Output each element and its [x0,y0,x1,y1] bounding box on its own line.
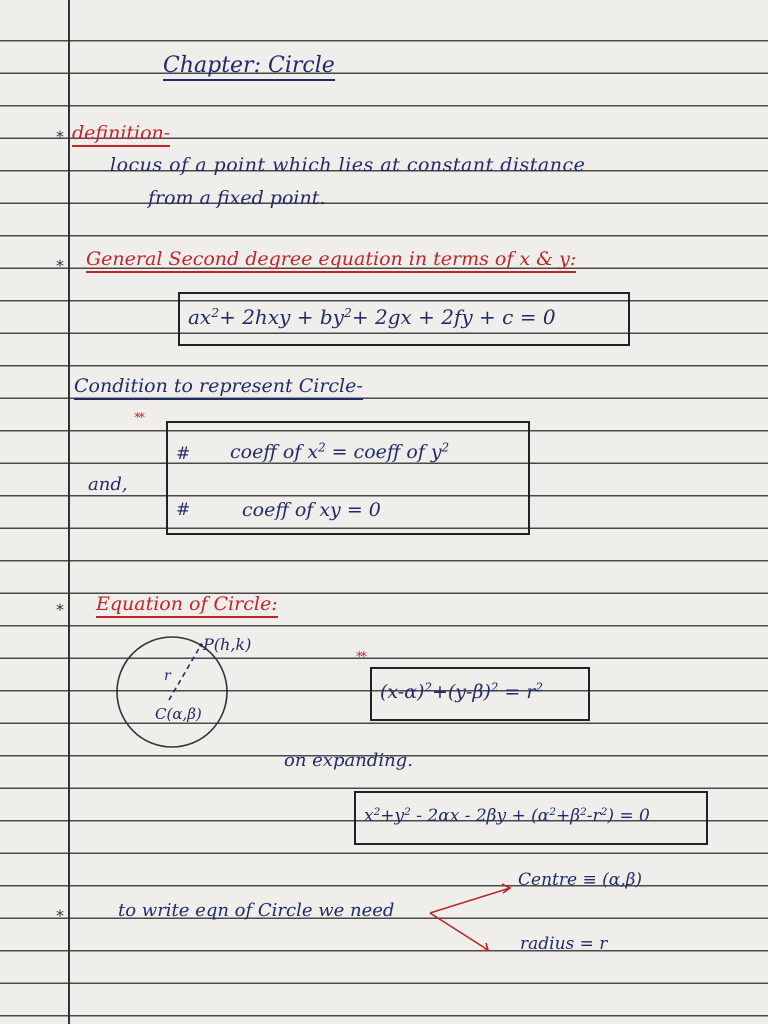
hash-mark: # [176,444,191,464]
expanded-form-equation: $x^2+y^2 - 2\alpha x - 2\beta y + (\alpha^2+\beta^2-r^2) = 0$ [364,806,650,826]
bullet-star: * [56,906,64,925]
expanding-label: on expanding. [284,750,413,771]
radius-label: r [164,668,171,684]
definition-line-1: locus of a point which lies at constant distance [110,154,586,176]
centre-label: C(α,β) [155,705,202,723]
general-equation: $ax^2+ 2hxy + by^2+ 2gx + 2fy + c = 0$ [188,305,556,329]
definition-line-2: from a fixed point. [148,187,326,209]
condition-row-1: coeff of $x^2$ = coeff of $y^2$ [230,440,450,463]
and-label: and, [88,474,128,495]
important-stars: ** [134,411,143,426]
page-title: Chapter: Circle [163,53,335,81]
standard-form-equation: $(x-\alpha)^2+(y-\beta)^2 = r^2$ [380,680,543,703]
need-text: to write eqn of Circle we need [118,900,395,921]
bullet-star: * [56,127,64,146]
equation-of-circle-heading: Equation of Circle: [96,593,278,618]
condition-heading: Condition to represent Circle- [74,375,363,400]
bullet-star: * [56,600,64,619]
definition-heading: definition- [72,122,170,147]
bullet-star: * [56,256,64,275]
general-equation-heading: General Second degree equation in terms of x & y: [86,248,576,273]
condition-row-2: coeff of xy = 0 [242,499,381,521]
radius-definition: radius = r [520,934,608,954]
hash-mark: # [176,500,191,520]
centre-definition: Centre ≡ (α,β) [518,870,643,890]
point-label: P(h,k) [203,635,252,654]
important-stars: ** [356,650,365,665]
